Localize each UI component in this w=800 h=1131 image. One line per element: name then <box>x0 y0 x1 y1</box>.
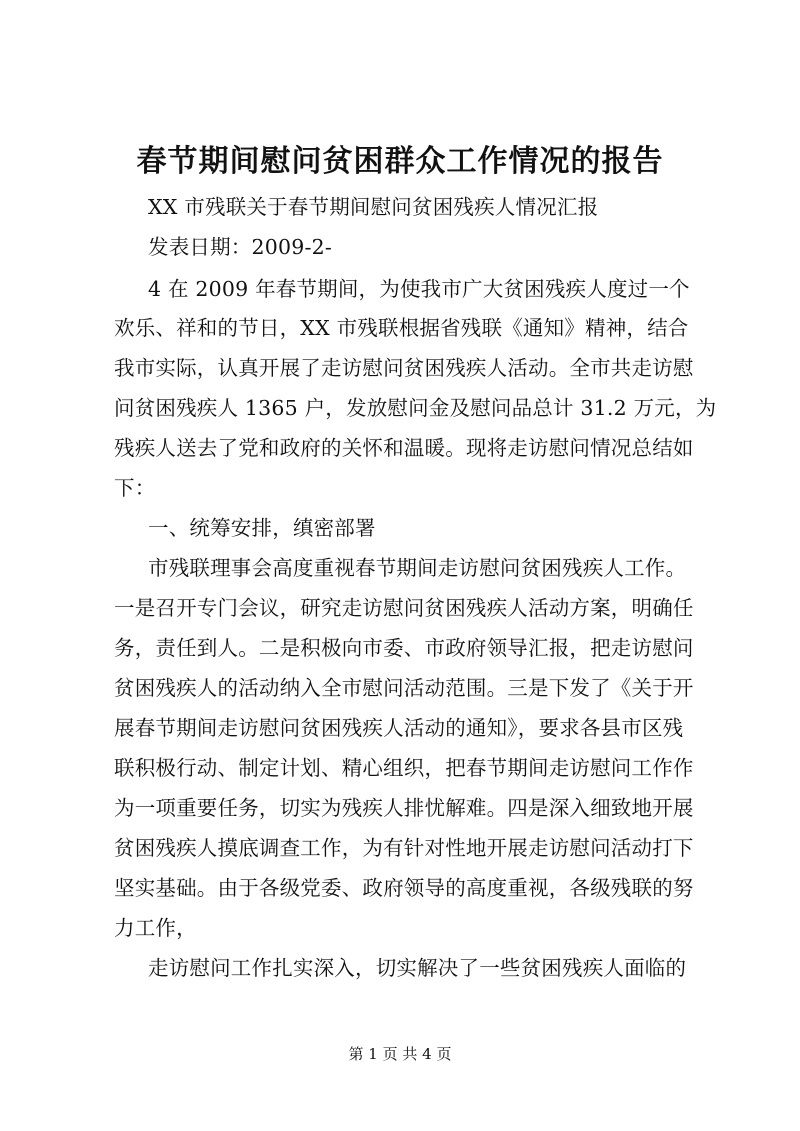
body-line: 坚实基础。由于各级党委、政府领导的高度重视，各级残联的努 <box>114 876 694 900</box>
body-line: 一是召开专门会议，研究走访慰问贫困残疾人活动方案，明确任 <box>114 596 694 620</box>
body-line: 问贫困残疾人 1365 户，发放慰问金及慰问品总计 31.2 万元，为 <box>114 396 717 420</box>
body-line: 务，责任到人。二是积极向市委、市政府领导汇报，把走访慰问 <box>114 636 694 660</box>
body-line: 市残联理事会高度重视春节期间走访慰问贫困残疾人工作。 <box>148 556 687 580</box>
page-number: 第 1 页 共 4 页 <box>348 1045 452 1063</box>
body-line: 下： <box>114 476 156 500</box>
document-title: 春节期间慰问贫困群众工作情况的报告 <box>136 144 664 179</box>
body-line: 展春节期间走访慰问贫困残疾人活动的通知》，要求各县市区残 <box>114 716 684 740</box>
body-line: 欢乐、祥和的节日，XX 市残联根据省残联《通知》精神，结合 <box>114 316 689 340</box>
body-line: 力工作， <box>114 916 197 940</box>
body-line: 残疾人送去了党和政府的关怀和温暖。现将走访慰问情况总结如 <box>114 436 694 460</box>
body-line: 走访慰问工作扎实深入，切实解决了一些贫困残疾人面临的 <box>148 956 687 980</box>
publish-date-line: 发表日期：2009-2- <box>148 235 332 259</box>
body-line: 我市实际，认真开展了走访慰问贫困残疾人活动。全市共走访慰 <box>114 356 694 380</box>
section-heading: 一、统筹安排，缜密部署 <box>148 516 376 540</box>
subtitle-line: XX 市残联关于春节期间慰问贫困残疾人情况汇报 <box>148 195 599 219</box>
body-line: 贫困残疾人的活动纳入全市慰问活动范围。三是下发了《关于开 <box>114 676 694 700</box>
body-line: 为一项重要任务，切实为残疾人排忧解难。四是深入细致地开展 <box>114 796 694 820</box>
body-line: 联积极行动、制定计划、精心组织，把春节期间走访慰问工作作 <box>114 756 694 780</box>
body-line: 4 在 2009 年春节期间，为使我市广大贫困残疾人度过一个 <box>148 277 690 301</box>
body-line: 贫困残疾人摸底调查工作，为有针对性地开展走访慰问活动打下 <box>114 836 694 860</box>
